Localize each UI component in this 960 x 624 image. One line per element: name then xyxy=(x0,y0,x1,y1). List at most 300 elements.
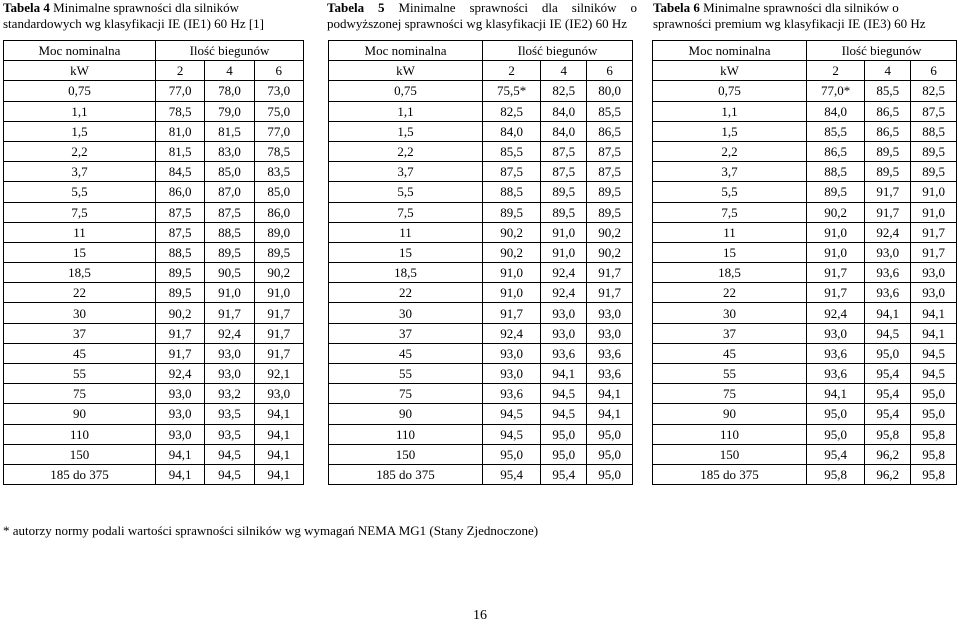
efficiency-cell: 91,0 xyxy=(483,283,541,303)
efficiency-cell: 88,5 xyxy=(483,182,541,202)
efficiency-cell: 91,0 xyxy=(254,283,303,303)
power-cell: 37 xyxy=(653,323,807,343)
power-cell: 1,1 xyxy=(329,101,483,121)
power-cell: 2,2 xyxy=(329,141,483,161)
efficiency-cell: 94,1 xyxy=(155,464,204,484)
efficiency-cell: 84,0 xyxy=(541,121,587,141)
power-cell: 30 xyxy=(653,303,807,323)
table-row xyxy=(329,404,633,424)
efficiency-cell: 95,0 xyxy=(541,424,587,444)
power-cell: 110 xyxy=(329,424,483,444)
efficiency-cell: 94,5 xyxy=(911,364,957,384)
table-row xyxy=(329,162,633,182)
efficiency-cell: 95,8 xyxy=(911,464,957,484)
caption-text: Minimalne sprawności dla silników o sprawności premium wg klasyfikacji IE (IE3) 60 Hz xyxy=(653,0,926,31)
efficiency-cell: 94,5 xyxy=(911,343,957,363)
efficiency-cell: 89,5 xyxy=(483,202,541,222)
efficiency-cell: 95,0 xyxy=(587,464,633,484)
header-row xyxy=(4,41,304,61)
efficiency-cell: 93,5 xyxy=(205,424,254,444)
efficiency-cell: 94,5 xyxy=(483,424,541,444)
efficiency-cell: 94,5 xyxy=(205,464,254,484)
efficiency-cell: 95,0 xyxy=(911,384,957,404)
table-row xyxy=(329,303,633,323)
efficiency-cell: 94,5 xyxy=(541,384,587,404)
efficiency-cell: 87,5 xyxy=(155,202,204,222)
table-row xyxy=(653,303,957,323)
table-row xyxy=(4,162,304,182)
efficiency-cell: 94,1 xyxy=(254,404,303,424)
table-row xyxy=(653,202,957,222)
efficiency-cell: 91,0 xyxy=(541,222,587,242)
table-row xyxy=(329,343,633,363)
table-row xyxy=(4,343,304,363)
units-row xyxy=(653,61,957,81)
efficiency-cell: 89,5 xyxy=(155,283,204,303)
efficiency-cell: 86,5 xyxy=(587,121,633,141)
efficiency-cell: 85,5 xyxy=(587,101,633,121)
efficiency-cell: 94,5 xyxy=(865,323,911,343)
efficiency-cell: 87,5 xyxy=(155,222,204,242)
efficiency-cell: 91,7 xyxy=(254,323,303,343)
efficiency-cell: 92,4 xyxy=(483,323,541,343)
table-row xyxy=(4,141,304,161)
efficiency-cell: 94,1 xyxy=(911,323,957,343)
efficiency-cell: 89,5 xyxy=(205,242,254,262)
table-row xyxy=(4,101,304,121)
efficiency-cell: 91,7 xyxy=(254,343,303,363)
efficiency-cell: 88,5 xyxy=(155,242,204,262)
table-row xyxy=(4,81,304,101)
power-cell: 18,5 xyxy=(4,263,156,283)
efficiency-cell: 92,4 xyxy=(155,364,204,384)
table-4-caption xyxy=(3,0,303,31)
table-row xyxy=(329,141,633,161)
efficiency-cell: 84,5 xyxy=(155,162,204,182)
table-row xyxy=(4,303,304,323)
efficiency-cell: 93,0 xyxy=(205,343,254,363)
table-row xyxy=(4,202,304,222)
caption-label: Tabela 5 xyxy=(327,0,385,15)
efficiency-cell: 77,0* xyxy=(807,81,865,101)
efficiency-cell: 91,0 xyxy=(541,242,587,262)
efficiency-cell: 95,8 xyxy=(865,424,911,444)
power-cell: 90 xyxy=(4,404,156,424)
efficiency-cell: 90,2 xyxy=(587,242,633,262)
table-row xyxy=(653,263,957,283)
caption-label: Tabela 6 xyxy=(653,0,700,15)
power-cell: 22 xyxy=(653,283,807,303)
unit-cell: kW xyxy=(653,61,807,81)
power-cell: 15 xyxy=(4,242,156,262)
efficiency-cell: 93,0 xyxy=(155,404,204,424)
efficiency-cell: 77,0 xyxy=(254,121,303,141)
efficiency-cell: 87,5 xyxy=(541,162,587,182)
table-row xyxy=(329,242,633,262)
efficiency-cell: 91,7 xyxy=(483,303,541,323)
power-cell: 150 xyxy=(4,444,156,464)
efficiency-cell: 86,5 xyxy=(807,141,865,161)
efficiency-cell: 81,5 xyxy=(205,121,254,141)
efficiency-cell: 94,5 xyxy=(205,444,254,464)
header-power: Moc nominalna xyxy=(653,41,807,61)
efficiency-cell: 85,5 xyxy=(483,141,541,161)
efficiency-cell: 87,5 xyxy=(587,162,633,182)
efficiency-cell: 94,1 xyxy=(254,444,303,464)
power-cell: 45 xyxy=(653,343,807,363)
efficiency-cell: 81,0 xyxy=(155,121,204,141)
power-cell: 22 xyxy=(4,283,156,303)
table-row xyxy=(4,222,304,242)
efficiency-cell: 89,5 xyxy=(587,182,633,202)
efficiency-cell: 89,5 xyxy=(254,242,303,262)
efficiency-cell: 75,5* xyxy=(483,81,541,101)
power-cell: 3,7 xyxy=(653,162,807,182)
power-cell: 0,75 xyxy=(653,81,807,101)
power-cell: 0,75 xyxy=(4,81,156,101)
power-cell: 185 do 375 xyxy=(4,464,156,484)
table-row xyxy=(4,384,304,404)
table-row xyxy=(653,222,957,242)
table-row xyxy=(329,182,633,202)
efficiency-cell: 92,4 xyxy=(541,263,587,283)
efficiency-cell: 83,5 xyxy=(254,162,303,182)
power-cell: 5,5 xyxy=(329,182,483,202)
table-row xyxy=(329,101,633,121)
table-row xyxy=(653,323,957,343)
efficiency-cell: 93,6 xyxy=(865,283,911,303)
power-cell: 37 xyxy=(4,323,156,343)
efficiency-cell: 93,5 xyxy=(205,404,254,424)
efficiency-cell: 85,0 xyxy=(205,162,254,182)
efficiency-cell: 94,1 xyxy=(807,384,865,404)
table-row xyxy=(653,121,957,141)
efficiency-cell: 75,0 xyxy=(254,101,303,121)
unit-cell: kW xyxy=(4,61,156,81)
efficiency-cell: 78,5 xyxy=(155,101,204,121)
header-row xyxy=(329,41,633,61)
efficiency-cell: 94,1 xyxy=(155,444,204,464)
efficiency-cell: 93,0 xyxy=(541,323,587,343)
power-cell: 75 xyxy=(329,384,483,404)
unit-cell: kW xyxy=(329,61,483,81)
efficiency-cell: 91,7 xyxy=(807,263,865,283)
header-poles: Ilość biegunów xyxy=(807,41,957,61)
table-row xyxy=(329,464,633,484)
efficiency-cell: 82,5 xyxy=(483,101,541,121)
efficiency-table-ie3 xyxy=(652,40,957,485)
table-row xyxy=(653,343,957,363)
efficiency-cell: 91,7 xyxy=(587,263,633,283)
efficiency-cell: 88,5 xyxy=(205,222,254,242)
efficiency-cell: 93,6 xyxy=(807,343,865,363)
efficiency-cell: 94,1 xyxy=(587,404,633,424)
efficiency-cell: 91,7 xyxy=(155,323,204,343)
table-row xyxy=(4,424,304,444)
power-cell: 7,5 xyxy=(653,202,807,222)
efficiency-cell: 87,5 xyxy=(587,141,633,161)
efficiency-cell: 93,0 xyxy=(483,343,541,363)
power-cell: 7,5 xyxy=(329,202,483,222)
power-cell: 45 xyxy=(329,343,483,363)
table-row xyxy=(329,364,633,384)
table-row xyxy=(4,182,304,202)
pole-count-cell: 4 xyxy=(541,61,587,81)
efficiency-cell: 95,0 xyxy=(807,424,865,444)
power-cell: 18,5 xyxy=(653,263,807,283)
power-cell: 2,2 xyxy=(653,141,807,161)
power-cell: 11 xyxy=(653,222,807,242)
footnote: * autorzy normy podali wartości sprawności silników wg wymagań NEMA MG1 (Stany Zjednoczone) xyxy=(3,523,539,538)
table-row xyxy=(653,141,957,161)
efficiency-cell: 95,0 xyxy=(911,404,957,424)
efficiency-cell: 93,0 xyxy=(807,323,865,343)
power-cell: 45 xyxy=(4,343,156,363)
efficiency-cell: 95,0 xyxy=(807,404,865,424)
power-cell: 90 xyxy=(329,404,483,424)
efficiency-cell: 89,0 xyxy=(254,222,303,242)
efficiency-cell: 91,7 xyxy=(807,283,865,303)
pole-count-cell: 4 xyxy=(205,61,254,81)
efficiency-cell: 85,0 xyxy=(254,182,303,202)
header-row xyxy=(653,41,957,61)
table-row xyxy=(329,323,633,343)
pole-count-cell: 2 xyxy=(155,61,204,81)
efficiency-cell: 89,5 xyxy=(541,182,587,202)
efficiency-cell: 94,1 xyxy=(865,303,911,323)
table-row xyxy=(4,283,304,303)
power-cell: 7,5 xyxy=(4,202,156,222)
power-cell: 90 xyxy=(653,404,807,424)
efficiency-cell: 85,5 xyxy=(865,81,911,101)
efficiency-cell: 86,0 xyxy=(254,202,303,222)
efficiency-cell: 92,4 xyxy=(541,283,587,303)
efficiency-cell: 95,8 xyxy=(807,464,865,484)
efficiency-cell: 94,1 xyxy=(254,424,303,444)
header-power: Moc nominalna xyxy=(329,41,483,61)
efficiency-cell: 94,1 xyxy=(254,464,303,484)
units-row xyxy=(4,61,304,81)
efficiency-cell: 95,8 xyxy=(911,444,957,464)
table-row xyxy=(329,81,633,101)
efficiency-cell: 91,7 xyxy=(865,202,911,222)
efficiency-cell: 93,6 xyxy=(541,343,587,363)
efficiency-cell: 93,0 xyxy=(911,283,957,303)
page-number: 16 xyxy=(473,608,487,623)
efficiency-cell: 89,5 xyxy=(865,162,911,182)
power-cell: 185 do 375 xyxy=(329,464,483,484)
efficiency-cell: 91,0 xyxy=(483,263,541,283)
power-cell: 1,5 xyxy=(4,121,156,141)
efficiency-cell: 86,0 xyxy=(155,182,204,202)
power-cell: 75 xyxy=(4,384,156,404)
table-row xyxy=(329,283,633,303)
power-cell: 1,5 xyxy=(329,121,483,141)
efficiency-cell: 82,5 xyxy=(541,81,587,101)
table-row xyxy=(4,404,304,424)
table-row xyxy=(329,263,633,283)
efficiency-cell: 90,2 xyxy=(483,242,541,262)
efficiency-cell: 90,2 xyxy=(155,303,204,323)
table-row xyxy=(653,424,957,444)
table-row xyxy=(653,182,957,202)
efficiency-cell: 93,0 xyxy=(911,263,957,283)
efficiency-cell: 89,5 xyxy=(155,263,204,283)
caption-text: Minimalne sprawności dla silników o podwyższonej sprawności wg klasyfikacji IE (IE2) 60 Hz xyxy=(327,0,637,31)
power-cell: 2,2 xyxy=(4,141,156,161)
efficiency-cell: 93,6 xyxy=(807,364,865,384)
efficiency-cell: 91,0 xyxy=(807,222,865,242)
efficiency-cell: 92,4 xyxy=(205,323,254,343)
efficiency-cell: 95,0 xyxy=(587,424,633,444)
efficiency-table-ie1 xyxy=(3,40,304,485)
efficiency-cell: 94,5 xyxy=(483,404,541,424)
efficiency-cell: 91,0 xyxy=(911,182,957,202)
power-cell: 1,5 xyxy=(653,121,807,141)
table-row xyxy=(653,242,957,262)
power-cell: 150 xyxy=(653,444,807,464)
table-row xyxy=(4,444,304,464)
power-cell: 185 do 375 xyxy=(653,464,807,484)
table-row xyxy=(329,222,633,242)
efficiency-cell: 90,2 xyxy=(807,202,865,222)
power-cell: 15 xyxy=(329,242,483,262)
efficiency-cell: 95,4 xyxy=(807,444,865,464)
efficiency-cell: 82,5 xyxy=(911,81,957,101)
efficiency-cell: 93,0 xyxy=(205,364,254,384)
efficiency-cell: 81,5 xyxy=(155,141,204,161)
power-cell: 55 xyxy=(4,364,156,384)
efficiency-cell: 90,2 xyxy=(587,222,633,242)
efficiency-cell: 91,7 xyxy=(587,283,633,303)
table-row xyxy=(653,81,957,101)
efficiency-cell: 90,5 xyxy=(205,263,254,283)
efficiency-cell: 94,1 xyxy=(587,384,633,404)
caption-text: Minimalne sprawności dla silników standardowych wg klasyfikacji IE (IE1) 60 Hz [1] xyxy=(3,0,264,31)
efficiency-cell: 95,4 xyxy=(865,364,911,384)
efficiency-cell: 91,0 xyxy=(911,202,957,222)
table-row xyxy=(329,121,633,141)
table-row xyxy=(4,242,304,262)
efficiency-cell: 95,4 xyxy=(865,404,911,424)
table-row xyxy=(653,283,957,303)
efficiency-cell: 95,4 xyxy=(541,464,587,484)
table-row xyxy=(653,384,957,404)
power-cell: 3,7 xyxy=(329,162,483,182)
efficiency-cell: 87,5 xyxy=(483,162,541,182)
table-row xyxy=(4,263,304,283)
efficiency-cell: 88,5 xyxy=(911,121,957,141)
efficiency-cell: 93,2 xyxy=(205,384,254,404)
power-cell: 30 xyxy=(329,303,483,323)
pole-count-cell: 6 xyxy=(911,61,957,81)
header-poles: Ilość biegunów xyxy=(483,41,633,61)
power-cell: 110 xyxy=(653,424,807,444)
table-row xyxy=(4,364,304,384)
efficiency-cell: 95,0 xyxy=(865,343,911,363)
efficiency-cell: 95,0 xyxy=(541,444,587,464)
efficiency-cell: 91,7 xyxy=(865,182,911,202)
power-cell: 22 xyxy=(329,283,483,303)
efficiency-cell: 93,0 xyxy=(587,303,633,323)
efficiency-cell: 95,0 xyxy=(483,444,541,464)
efficiency-cell: 90,2 xyxy=(483,222,541,242)
efficiency-cell: 83,0 xyxy=(205,141,254,161)
table-row xyxy=(4,464,304,484)
header-power: Moc nominalna xyxy=(4,41,156,61)
efficiency-cell: 86,5 xyxy=(865,101,911,121)
efficiency-cell: 91,7 xyxy=(911,222,957,242)
table-row xyxy=(653,444,957,464)
efficiency-cell: 93,6 xyxy=(587,364,633,384)
efficiency-cell: 94,1 xyxy=(911,303,957,323)
efficiency-cell: 91,0 xyxy=(205,283,254,303)
efficiency-cell: 95,8 xyxy=(911,424,957,444)
efficiency-cell: 87,5 xyxy=(205,202,254,222)
power-cell: 11 xyxy=(4,222,156,242)
efficiency-cell: 89,5 xyxy=(587,202,633,222)
power-cell: 1,1 xyxy=(4,101,156,121)
efficiency-cell: 84,0 xyxy=(483,121,541,141)
efficiency-cell: 73,0 xyxy=(254,81,303,101)
efficiency-cell: 92,4 xyxy=(807,303,865,323)
efficiency-cell: 93,6 xyxy=(865,263,911,283)
efficiency-cell: 90,2 xyxy=(254,263,303,283)
power-cell: 5,5 xyxy=(4,182,156,202)
units-row xyxy=(329,61,633,81)
efficiency-cell: 84,0 xyxy=(541,101,587,121)
table-row xyxy=(329,384,633,404)
caption-label: Tabela 4 xyxy=(3,0,50,15)
pole-count-cell: 4 xyxy=(865,61,911,81)
efficiency-cell: 92,1 xyxy=(254,364,303,384)
power-cell: 30 xyxy=(4,303,156,323)
power-cell: 55 xyxy=(329,364,483,384)
efficiency-cell: 93,0 xyxy=(587,323,633,343)
power-cell: 75 xyxy=(653,384,807,404)
efficiency-cell: 95,4 xyxy=(483,464,541,484)
efficiency-cell: 91,7 xyxy=(205,303,254,323)
efficiency-cell: 94,5 xyxy=(541,404,587,424)
efficiency-cell: 85,5 xyxy=(807,121,865,141)
efficiency-cell: 93,0 xyxy=(155,424,204,444)
efficiency-cell: 87,5 xyxy=(541,141,587,161)
efficiency-cell: 93,0 xyxy=(155,384,204,404)
efficiency-cell: 91,7 xyxy=(254,303,303,323)
efficiency-cell: 80,0 xyxy=(587,81,633,101)
efficiency-cell: 87,5 xyxy=(911,101,957,121)
power-cell: 1,1 xyxy=(653,101,807,121)
pole-count-cell: 6 xyxy=(254,61,303,81)
efficiency-cell: 93,6 xyxy=(587,343,633,363)
efficiency-cell: 93,6 xyxy=(483,384,541,404)
power-cell: 5,5 xyxy=(653,182,807,202)
power-cell: 3,7 xyxy=(4,162,156,182)
efficiency-cell: 77,0 xyxy=(155,81,204,101)
efficiency-cell: 95,4 xyxy=(865,384,911,404)
table-row xyxy=(4,121,304,141)
header-poles: Ilość biegunów xyxy=(155,41,303,61)
efficiency-cell: 78,0 xyxy=(205,81,254,101)
efficiency-cell: 91,7 xyxy=(911,242,957,262)
efficiency-cell: 86,5 xyxy=(865,121,911,141)
power-cell: 110 xyxy=(4,424,156,444)
pole-count-cell: 2 xyxy=(483,61,541,81)
table-row xyxy=(329,424,633,444)
efficiency-cell: 79,0 xyxy=(205,101,254,121)
efficiency-cell: 89,5 xyxy=(807,182,865,202)
efficiency-cell: 84,0 xyxy=(807,101,865,121)
